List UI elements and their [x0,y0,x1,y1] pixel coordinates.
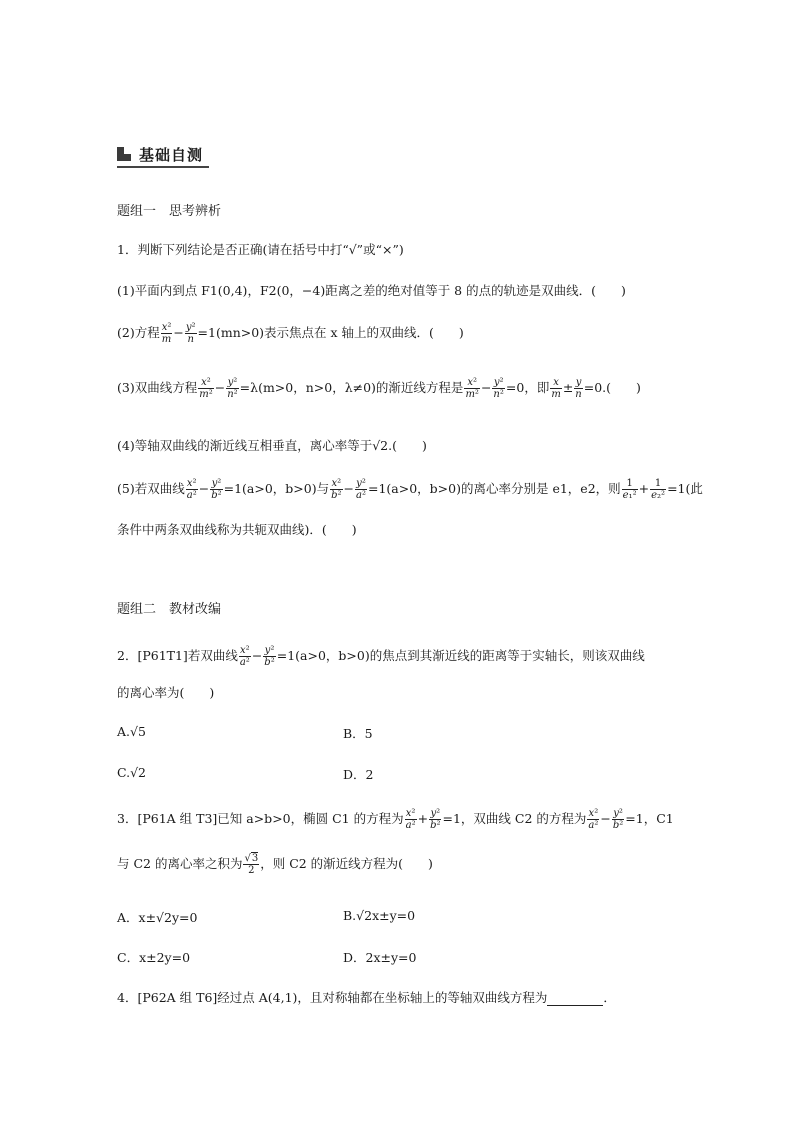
fraction: $\frac{1}{\text{e₂²}}$ [651,478,666,501]
q1-item5-text: (5)若双曲线 [117,481,185,496]
q1-item5-text: =1(此 [667,481,703,496]
q3-text: 与 C2 的离心率之积为 [117,856,243,871]
section-square-icon [117,147,131,161]
fraction: $\frac{\text{y²}}{\text{b²}}$ [211,478,222,501]
q2-option-a: A.√5 [117,724,146,739]
fraction: $\frac{1}{\text{e₁²}}$ [622,478,637,501]
q1-item3-text: =λ(m>0，n>0，λ≠0)的渐近线方程是 [239,380,464,395]
q3-stem-cont [117,853,433,876]
q2-stem-cont: 的离心率为( ) [117,685,215,700]
q3-text: ，则 C2 的渐近线方程为( ) [260,856,433,871]
fraction: $\frac{\text{x²}}{\text{a²}}$ [588,808,599,831]
q2-stem: 2．[P61T1]若双曲线 $\frac{\text{x²}}{\text{a²}}$ − $\frac{\text{y²}}{\text{b²}}$ =1(a>0，b>0)的焦点到其渐近线的距离等于实轴长，则该双曲线 [117,645,645,668]
q2-text: =1(a>0，b>0)的焦点到其渐近线的距离等于实轴长，则该双曲线 [276,648,645,663]
fraction: $\frac{\text{x²}}{m}$ [161,322,172,345]
q2-option-b: B．5 [343,726,373,741]
q1-item3-text: =0，即 [505,380,550,395]
q1-item2-text: =1(mn>0)表示焦点在 x 轴上的双曲线．( ) [197,325,464,340]
answer-blank[interactable] [547,993,603,1006]
fraction: $\frac{\text{x²}}{\text{a²}}$ [405,808,416,831]
q1-item3-text: =0.( ) [583,380,641,395]
q1-item5: (5)若双曲线 $\frac{\text{x²}}{\text{a²}}$ − $\frac{\text{y²}}{\text{b²}}$ =1(a>0，b>0)与 $\frac{\text{x²}}{\text{b²}}$ − $\frac{\text{y²}}{\text{a²}}$ =1(a>0，b>0)的离心率分别是 e1，e2，则 $\frac{1}{\text{e₁²}}$ + $\frac{1}{\text{e₂²}}$ =1(此 [117,478,703,501]
fraction: $\frac{\text{y²}}{\text{n²}}$ [493,377,504,400]
fraction: $\frac{\text{y²}}{\text{b²}}$ [612,808,624,831]
q1-item3: (3)双曲线方程 $\frac{\text{x²}}{\text{m²}}$ − $\frac{\text{y²}}{\text{n²}}$ =λ(m>0，n>0，λ≠0)的渐近线方程是 $\frac{\text{x²}}{\text{m²}}$ − $\frac{\text{y²}}{\text{n²}}$ =0，即 $\frac{x}{m}$ ± $\frac{y}{n}$ =0.( ) [117,377,641,400]
group1-title: 题组一 思考辨析 [117,204,222,219]
q1-stem: 1．判断下列结论是否正确(请在括号中打“√”或“×”) [117,242,404,257]
fraction: $\frac{y}{n}$ [575,377,582,400]
q3-option-a: A．x±√2y=0 [117,910,198,925]
q1-item1: (1)平面内到点 F1(0,4)，F2(0，−4)距离之差的绝对值等于 8 的点的轨迹是双曲线．( ) [117,283,626,298]
q3-option-d: D．2x±y=0 [343,950,417,965]
q3-text: 3．[P61A 组 T3]已知 a>b>0，椭圆 C1 的方程为 [117,811,404,826]
section-underline [117,166,209,168]
q3-stem: 3．[P61A 组 T3]已知 a>b>0，椭圆 C1 的方程为 $\frac{\text{x²}}{\text{a²}}$ + $\frac{\text{y²}}{\text{b²}}$ =1，双曲线 C2 的方程为 $\frac{\text{x²}}{\text{a²}}$ − $\frac{\text{y²}}{\text{b²}}$ =1，C1 [117,808,674,831]
q3-text: =1，C1 [625,811,674,826]
fraction: $\frac{\text{y²}}{\text{b²}}$ [430,808,441,831]
q1-item3-text: (3)双曲线方程 [117,380,198,395]
fraction: $\frac{x}{m}$ [551,377,561,400]
q4-stem [117,988,616,1006]
q2-text: 2．[P61T1]若双曲线 [117,648,238,663]
fraction: $\frac{\text{x²}}{\text{m²}}$ [465,377,479,400]
q1-item5-text: =1(a>0，b>0)与 [223,481,330,496]
fraction: $\frac{\text{x²}}{\text{m²}}$ [199,377,213,400]
q3-text: =1，双曲线 C2 的方程为 [442,811,587,826]
q1-item4: (4)等轴双曲线的渐近线互相垂直，离心率等于√2.( ) [117,438,427,453]
fraction: $\frac{\text{y²}}{\text{b²}}$ [264,645,275,668]
q2-option-d: D．2 [343,767,374,782]
q4-text: 4．[P62A 组 T6]经过点 A(4,1)，且对称轴都在坐标轴上的等轴双曲线方程为 [117,990,548,1005]
fraction: $\frac{\text{x²}}{\text{b²}}$ [331,478,342,501]
fraction: $\frac{√3}{2}$ [244,853,259,876]
q1-item5-cont: 条件中两条双曲线称为共轭双曲线)．( ) [117,522,357,537]
q2-option-c: C.√2 [117,765,147,780]
group2-title: 题组二 教材改编 [117,602,222,617]
q3-option-b: B.√2x±y=0 [343,908,416,923]
q1-item2: (2)方程 $\frac{\text{x²}}{m}$ − $\frac{\text{y²}}{n}$ =1(mn>0)表示焦点在 x 轴上的双曲线．( ) [117,322,464,345]
q1-item2-text: (2)方程 [117,325,160,340]
q1-item5-text: =1(a>0，b>0)的离心率分别是 e1，e2，则 [368,481,621,496]
q4-text: ． [603,990,616,1005]
q3-option-c: C．x±2y=0 [117,950,191,965]
fraction: $\frac{\text{y²}}{\text{n²}}$ [227,377,238,400]
section-title: 基础自测 [139,146,204,164]
fraction: $\frac{\text{y²}}{\text{a²}}$ [356,478,366,501]
fraction: $\frac{\text{x²}}{\text{a²}}$ [239,645,250,668]
fraction: $\frac{\text{x²}}{\text{a²}}$ [186,478,197,501]
fraction: $\frac{\text{y²}}{n}$ [185,322,196,345]
